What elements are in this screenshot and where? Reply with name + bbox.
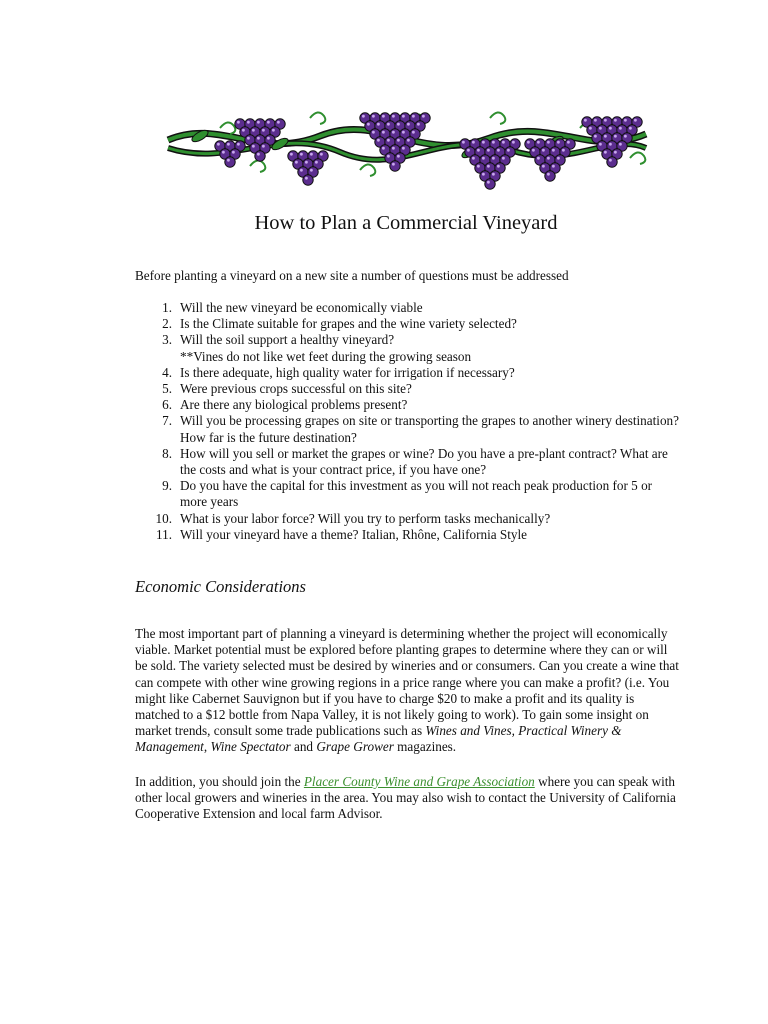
list-item: 2. Is the Climate suitable for grapes and the wine variety selected?: [162, 316, 517, 332]
list-item: 7. Will you be processing grapes on site or transporting the grapes to another winery destination? How far is the future destination?: [162, 413, 679, 445]
list-item: 10. What is your labor force? Will you try to perform tasks mechanically?: [155, 510, 551, 526]
section-heading-economic: Economic Considerations: [135, 577, 306, 596]
list-item-note: **Vines do not like wet feet during the growing season: [180, 348, 472, 364]
publication-name: Grape Grower: [316, 739, 394, 755]
publication-name: Wines and Vines, Practical Winery & Management: [135, 723, 622, 755]
intro-text: Before planting a vineyard on a new site a number of questions must be addressed: [135, 268, 569, 283]
list-item: 4. Is there adequate, high quality water for irrigation if necessary?: [162, 364, 515, 380]
list-item: 5. Were previous crops successful on this site?: [162, 381, 412, 397]
list-item: 11. Will your vineyard have a theme? Italian, Rhône, California Style: [156, 526, 527, 542]
question-list: [135, 300, 680, 543]
list-item: 3. Will the soil support a healthy vineyard? **Vines do not like wet feet during the growing season: [135, 332, 680, 364]
list-item: 9. Do you have the capital for this investment as you will not reach peak production for 5 or more years: [162, 478, 653, 510]
grapevine-banner: [160, 98, 652, 190]
association-link[interactable]: Placer County Wine and Grape Association: [303, 774, 535, 789]
grapevine-icon: [168, 112, 646, 189]
page-title: How to Plan a Commercial Vineyard: [254, 212, 558, 234]
list-item: 1. Will the new vineyard be economically viable: [162, 300, 423, 315]
economic-paragraph: The most important part of planning a vineyard is determining whether the project will economically viable. Market potential must be explored before planting grapes to determine where they can or will be sold. The variety selected must be desired by wineries and or consumers. Can you create a wine that can compete with other wine growing regions in a price range where you can make a profit? (i.e. You might like Cabernet Sauvignon but if you have to charge $20 to make a profit and its quality is matched to a $12 bottle from Napa Valley, it is not likely going to work). To gain some insight on market trends, consult some trade publications such as Wines and Vines, Practical Winery & Management, Wine Spectator and Grape Grower magazines.: [135, 626, 679, 755]
publication-name: Wine Spectator: [210, 739, 291, 755]
list-item: 6. Are there any biological problems present?: [162, 397, 408, 413]
list-item: 8. How will you sell or market the grapes or wine? Do you have a pre-plant contract? What are the costs and what is your contract price, if you have one?: [162, 445, 668, 478]
association-paragraph: In addition, you should join the Placer County Wine and Grape Association where you can speak with other local growers and wineries in the area. You may also wish to contact the University of California Cooperative Extension and local farm Advisor.: [135, 774, 676, 822]
